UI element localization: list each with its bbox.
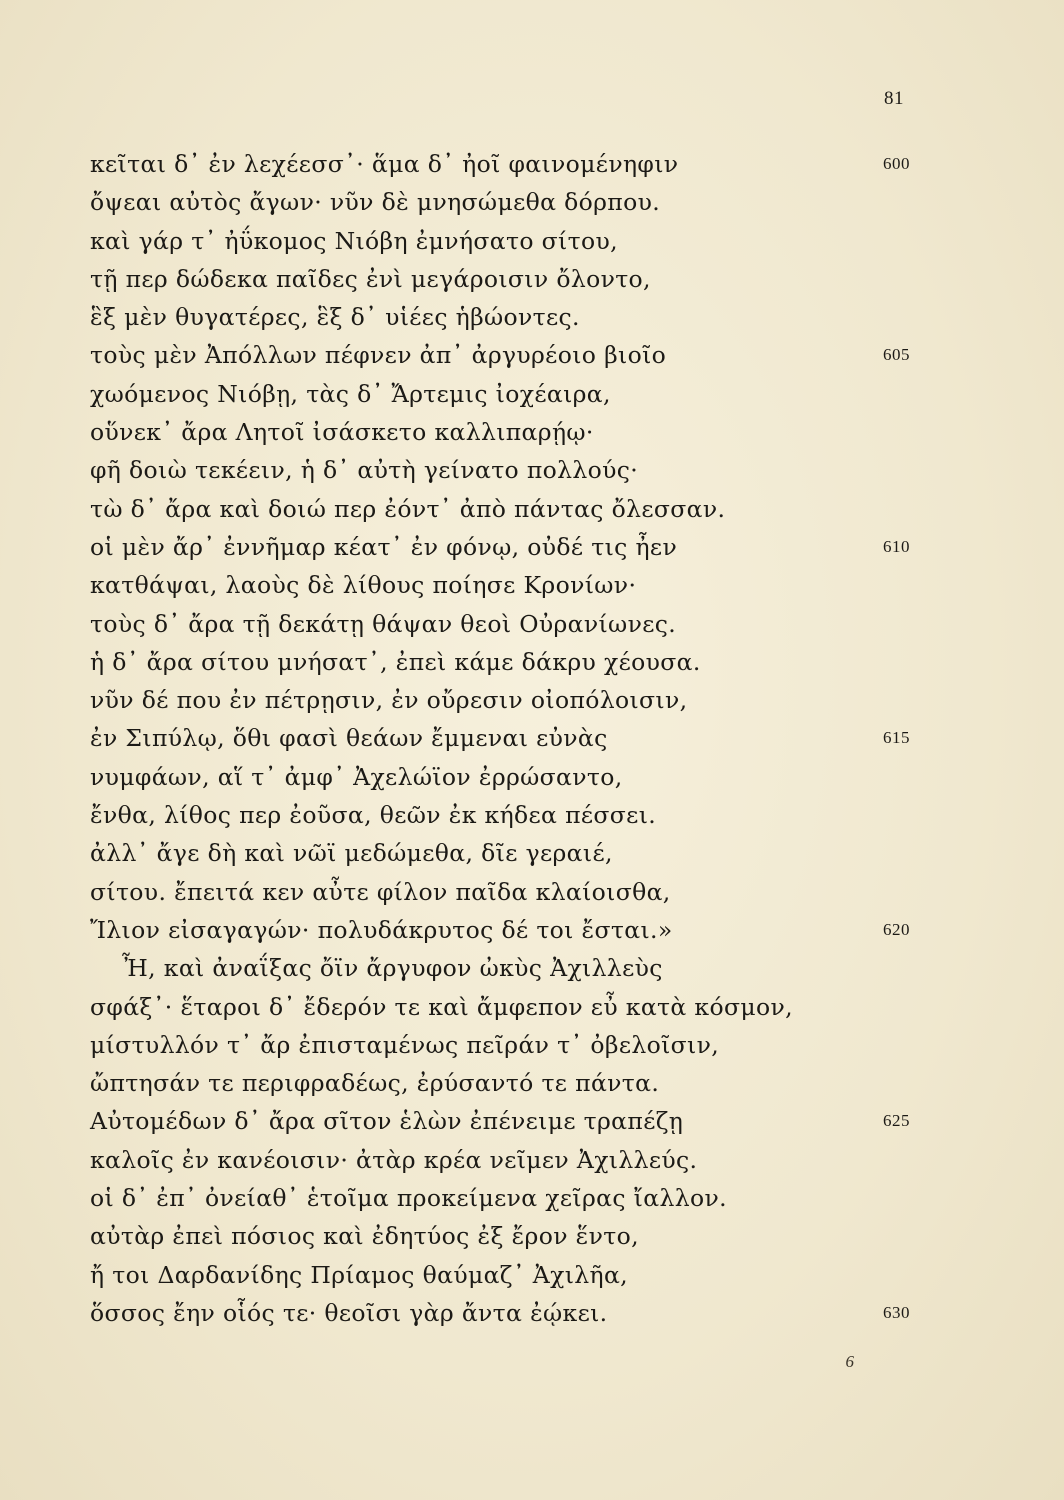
verse-line [90, 1026, 910, 1064]
verse-line [90, 375, 910, 413]
verse-line [90, 988, 910, 1026]
verse-text: τοὺς δ᾽ ἄρα τῇ δεκάτῃ θάψαν θεοὶ Οὐρανίωνες. [90, 609, 677, 638]
line-number: 630 [883, 1302, 910, 1322]
line-number: 625 [883, 1111, 910, 1131]
verse-text: φῆ δοιὼ τεκέειν, ἡ δ᾽ αὐτὴ γείνατο πολλούς· [90, 456, 639, 485]
verse-line [90, 1064, 910, 1102]
verse-block [90, 145, 910, 1332]
verse-text: κεῖται δ᾽ ἐν λεχέεσσ᾽· ἅμα δ᾽ ἠοῖ φαινομένηφιν [90, 150, 679, 178]
verse-text: ἐν Σιπύλῳ, ὅθι φασὶ θεάων ἔμμεναι εὐνὰς [90, 724, 608, 753]
verse-text: τὼ δ᾽ ἄρα καὶ δοιώ περ ἐόντ᾽ ἀπὸ πάντας ὄλεσσαν. [90, 494, 726, 523]
verse-text: ἡ δ᾽ ἄρα σίτου μνήσατ᾽, ἐπεὶ κάμε δάκρυ χέουσα. [90, 647, 701, 676]
verse-text: νῦν δέ που ἐν πέτρῃσιν, ἐν οὔρεσιν οἰοπόλοισιν, [90, 686, 688, 715]
verse-line [90, 1141, 910, 1179]
verse-line [90, 451, 910, 489]
line-number: 600 [883, 154, 910, 173]
verse-text: τῇ περ δώδεκα παῖδες ἐνὶ μεγάροισιν ὄλοντο, [90, 264, 651, 293]
verse-line [90, 298, 910, 336]
verse-text: ἓξ μὲν θυγατέρες, ἓξ δ᾽ υἱέες ἡβώοντες. [90, 303, 580, 332]
verse-line [90, 873, 910, 911]
verse-line [90, 719, 910, 757]
verse-line [90, 222, 910, 260]
verse-text: ἔνθα, λίθος περ ἐοῦσα, θεῶν ἐκ κήδεα πέσσει. [90, 801, 657, 830]
verse-line [90, 911, 910, 949]
verse-line [90, 490, 910, 528]
page-number: 81 [884, 88, 904, 109]
verse-text: σίτου. ἔπειτά κεν αὖτε φίλον παῖδα κλαίοισθα, [90, 877, 671, 906]
verse-text: Ἦ, καὶ ἀναΐξας ὄϊν ἄργυφον ὠκὺς Ἀχιλλεὺς [122, 954, 663, 983]
verse-text: ὤπτησάν τε περιφραδέως, ἐρύσαντό τε πάντα. [90, 1069, 660, 1098]
verse-line [90, 183, 910, 221]
verse-text: ὅσσος ἔην οἷός τε· θεοῖσι γὰρ ἄντα ἐῴκει. [90, 1298, 608, 1327]
verse-line [90, 681, 910, 719]
verse-text: Ἴλιον εἰσαγαγών· πολυδάκρυτος δέ τοι ἔσται.» [90, 915, 673, 944]
verse-line [90, 566, 910, 604]
line-number: 605 [883, 345, 910, 365]
verse-line [90, 528, 910, 566]
verse-line [90, 834, 910, 872]
line-number: 615 [883, 728, 910, 748]
verse-line [90, 643, 910, 681]
verse-text: οἱ μὲν ἄρ᾽ ἐννῆμαρ κέατ᾽ ἐν φόνῳ, οὐδέ τις ἦεν [90, 532, 678, 561]
verse-line [90, 605, 910, 643]
verse-text: οἱ δ᾽ ἐπ᾽ ὀνείαθ᾽ ἑτοῖμα προκείμενα χεῖρας ἴαλλον. [90, 1184, 727, 1213]
verse-text: καὶ γάρ τ᾽ ἠΰκομος Νιόβη ἐμνήσατο σίτου, [90, 226, 618, 255]
verse-text: ἀλλ᾽ ἄγε δὴ καὶ νῶϊ μεδώμεθα, δῖε γεραιέ, [90, 839, 613, 868]
verse-text: νυμφάων, αἵ τ᾽ ἀμφ᾽ Ἀχελώϊον ἐρρώσαντο, [90, 762, 623, 791]
verse-line [90, 1102, 910, 1140]
verse-line [90, 949, 910, 987]
verse-text: σφάξ᾽· ἕταροι δ᾽ ἔδερόν τε καὶ ἄμφεπον εὖ κατὰ κόσμον, [90, 992, 793, 1021]
verse-line [90, 1256, 910, 1294]
verse-text: οὕνεκ᾽ ἄρα Λητοῖ ἰσάσκετο καλλιπαρῄῳ· [90, 418, 594, 447]
verse-text: καλοῖς ἐν κανέοισιν· ἀτὰρ κρέα νεῖμεν Ἀχιλλεύς. [90, 1145, 698, 1174]
verse-line [90, 145, 910, 183]
verse-text: τοὺς μὲν Ἀπόλλων πέφνεν ἀπ᾽ ἀργυρέοιο βιοῖο [90, 341, 667, 370]
line-number: 620 [883, 919, 910, 939]
verse-line [90, 1294, 910, 1332]
verse-text: χωόμενος Νιόβῃ, τὰς δ᾽ Ἄρτεμις ἰοχέαιρα, [90, 379, 611, 408]
verse-line [90, 413, 910, 451]
verse-text: ὄψεαι αὐτὸς ἄγων· νῦν δὲ μνησώμεθα δόρπου. [90, 188, 661, 217]
verse-text: Αὐτομέδων δ᾽ ἄρα σῖτον ἑλὼν ἐπένειμε τραπέζῃ [90, 1107, 684, 1136]
line-number: 610 [883, 536, 910, 556]
verse-line [90, 1179, 910, 1217]
verse-line [90, 1217, 910, 1255]
verse-text: μίστυλλόν τ᾽ ἄρ ἐπισταμένως πεῖράν τ᾽ ὀβελοῖσιν, [90, 1030, 720, 1059]
printer-signature-mark: 6 [845, 1352, 854, 1371]
verse-text: ἤ τοι Δαρδανίδης Πρίαμος θαύμαζ᾽ Ἀχιλῆα, [90, 1260, 628, 1289]
verse-line [90, 758, 910, 796]
verse-line [90, 260, 910, 298]
verse-text: κατθάψαι, λαοὺς δὲ λίθους ποίησε Κρονίων· [90, 571, 637, 600]
verse-line [90, 336, 910, 374]
verse-line [90, 796, 910, 834]
verse-text: αὐτὰρ ἐπεὶ πόσιος καὶ ἐδητύος ἐξ ἔρον ἕντο, [90, 1222, 639, 1251]
